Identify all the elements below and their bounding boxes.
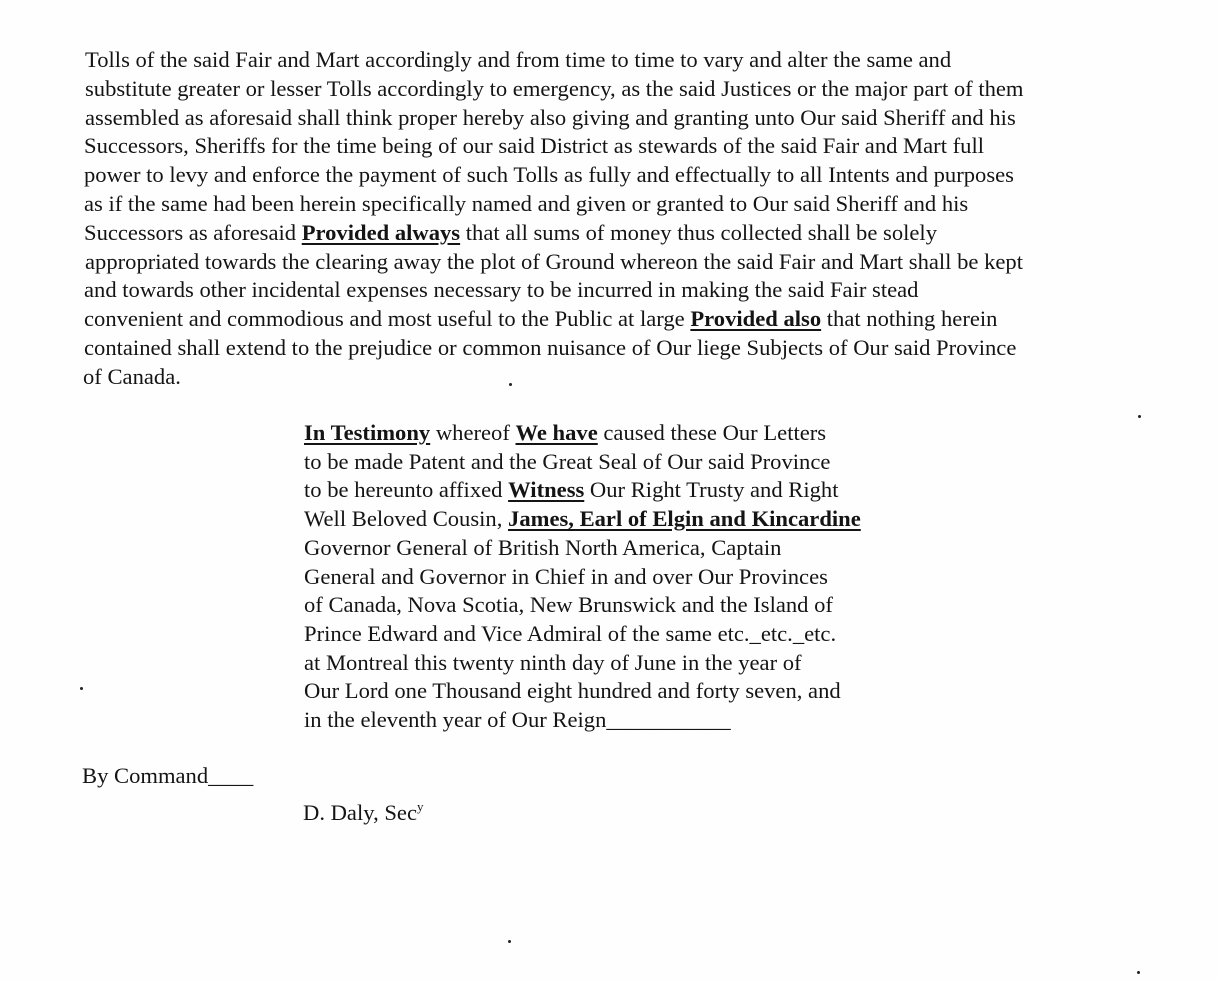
scan-speck: [1138, 415, 1141, 418]
testimony-line: of Canada, Nova Scotia, New Brunswick and the Island of: [304, 592, 833, 618]
scan-speck: [80, 687, 83, 690]
testimony-line: Prince Edward and Vice Admiral of the same etc._etc._etc.: [304, 620, 837, 646]
body-paragraph: [82, 46, 1142, 392]
scan-speck: [509, 383, 512, 386]
witness-emphasis: Witness: [508, 477, 585, 503]
scan-speck: [508, 940, 511, 943]
we-have-emphasis: We have: [515, 420, 598, 445]
testimony-line: General and Governor in Chief in and over Our Provinces: [304, 563, 828, 589]
body-line: Successors, Sheriffs for the time being of our said District as stewards of the said Fair and Mart full: [84, 133, 984, 159]
testimony-line: to be made Patent and the Great Seal of Our said Province: [304, 448, 831, 474]
testimony-line: Well Beloved Cousin, James, Earl of Elgin and Kincardine: [304, 506, 861, 532]
body-line: appropriated towards the clearing away the plot of Ground whereon the said Fair and Mart shall be kept: [85, 248, 1023, 274]
testimony-line: Governor General of British North America, Captain: [304, 534, 782, 560]
body-line: contained shall extend to the prejudice or common nuisance of Our liege Subjects of Our said Province: [84, 334, 1017, 360]
body-line: as if the same had been herein specifically named and given or granted to Our said Sheriff and his: [84, 190, 969, 216]
in-testimony-emphasis: In Testimony: [304, 420, 431, 445]
testimony-line: to be hereunto affixed Witness Our Right Trusty and Right: [304, 477, 839, 503]
testimony-line: at Montreal this twenty ninth day of June in the year of: [304, 649, 802, 675]
testimony-line: in the eleventh year of Our Reign___________: [304, 707, 731, 733]
body-line: substitute greater or lesser Tolls accordingly to emergency, as the said Justices or the major part of them: [85, 75, 1024, 101]
by-command-line: By Command____: [82, 763, 254, 788]
testimony-block: [304, 419, 944, 735]
signature-superscript: y: [416, 799, 424, 814]
body-line: convenient and commodious and most useful to the Public at large Provided also that nothing herein: [84, 306, 998, 332]
body-line: Successors as aforesaid Provided always that all sums of money thus collected shall be solely: [84, 219, 937, 245]
body-line: and towards other incidental expenses necessary to be incurred in making the said Fair stead: [84, 277, 919, 303]
provided-always-emphasis: Provided always: [301, 219, 461, 245]
scan-speck: [1137, 971, 1140, 974]
body-line: of Canada.: [83, 363, 181, 389]
testimony-line: Our Lord one Thousand eight hundred and forty seven, and: [304, 678, 841, 704]
signature-name: D. Daly, Sec: [303, 800, 417, 825]
signature-line: [303, 793, 423, 827]
body-line: assembled as aforesaid shall think proper hereby also giving and granting unto Our said Sheriff and his: [85, 104, 1016, 130]
provided-also-emphasis: Provided also: [690, 306, 822, 332]
body-line: power to levy and enforce the payment of such Tolls as fully and effectually to all Intents and purposes: [84, 162, 1014, 188]
governor-name-emphasis: James, Earl of Elgin and Kincardine: [508, 506, 861, 532]
body-line: Tolls of the said Fair and Mart accordingly and from time to time to vary and alter the same and: [85, 47, 952, 72]
testimony-line: In Testimony whereof We have caused these Our Letters: [304, 420, 827, 445]
